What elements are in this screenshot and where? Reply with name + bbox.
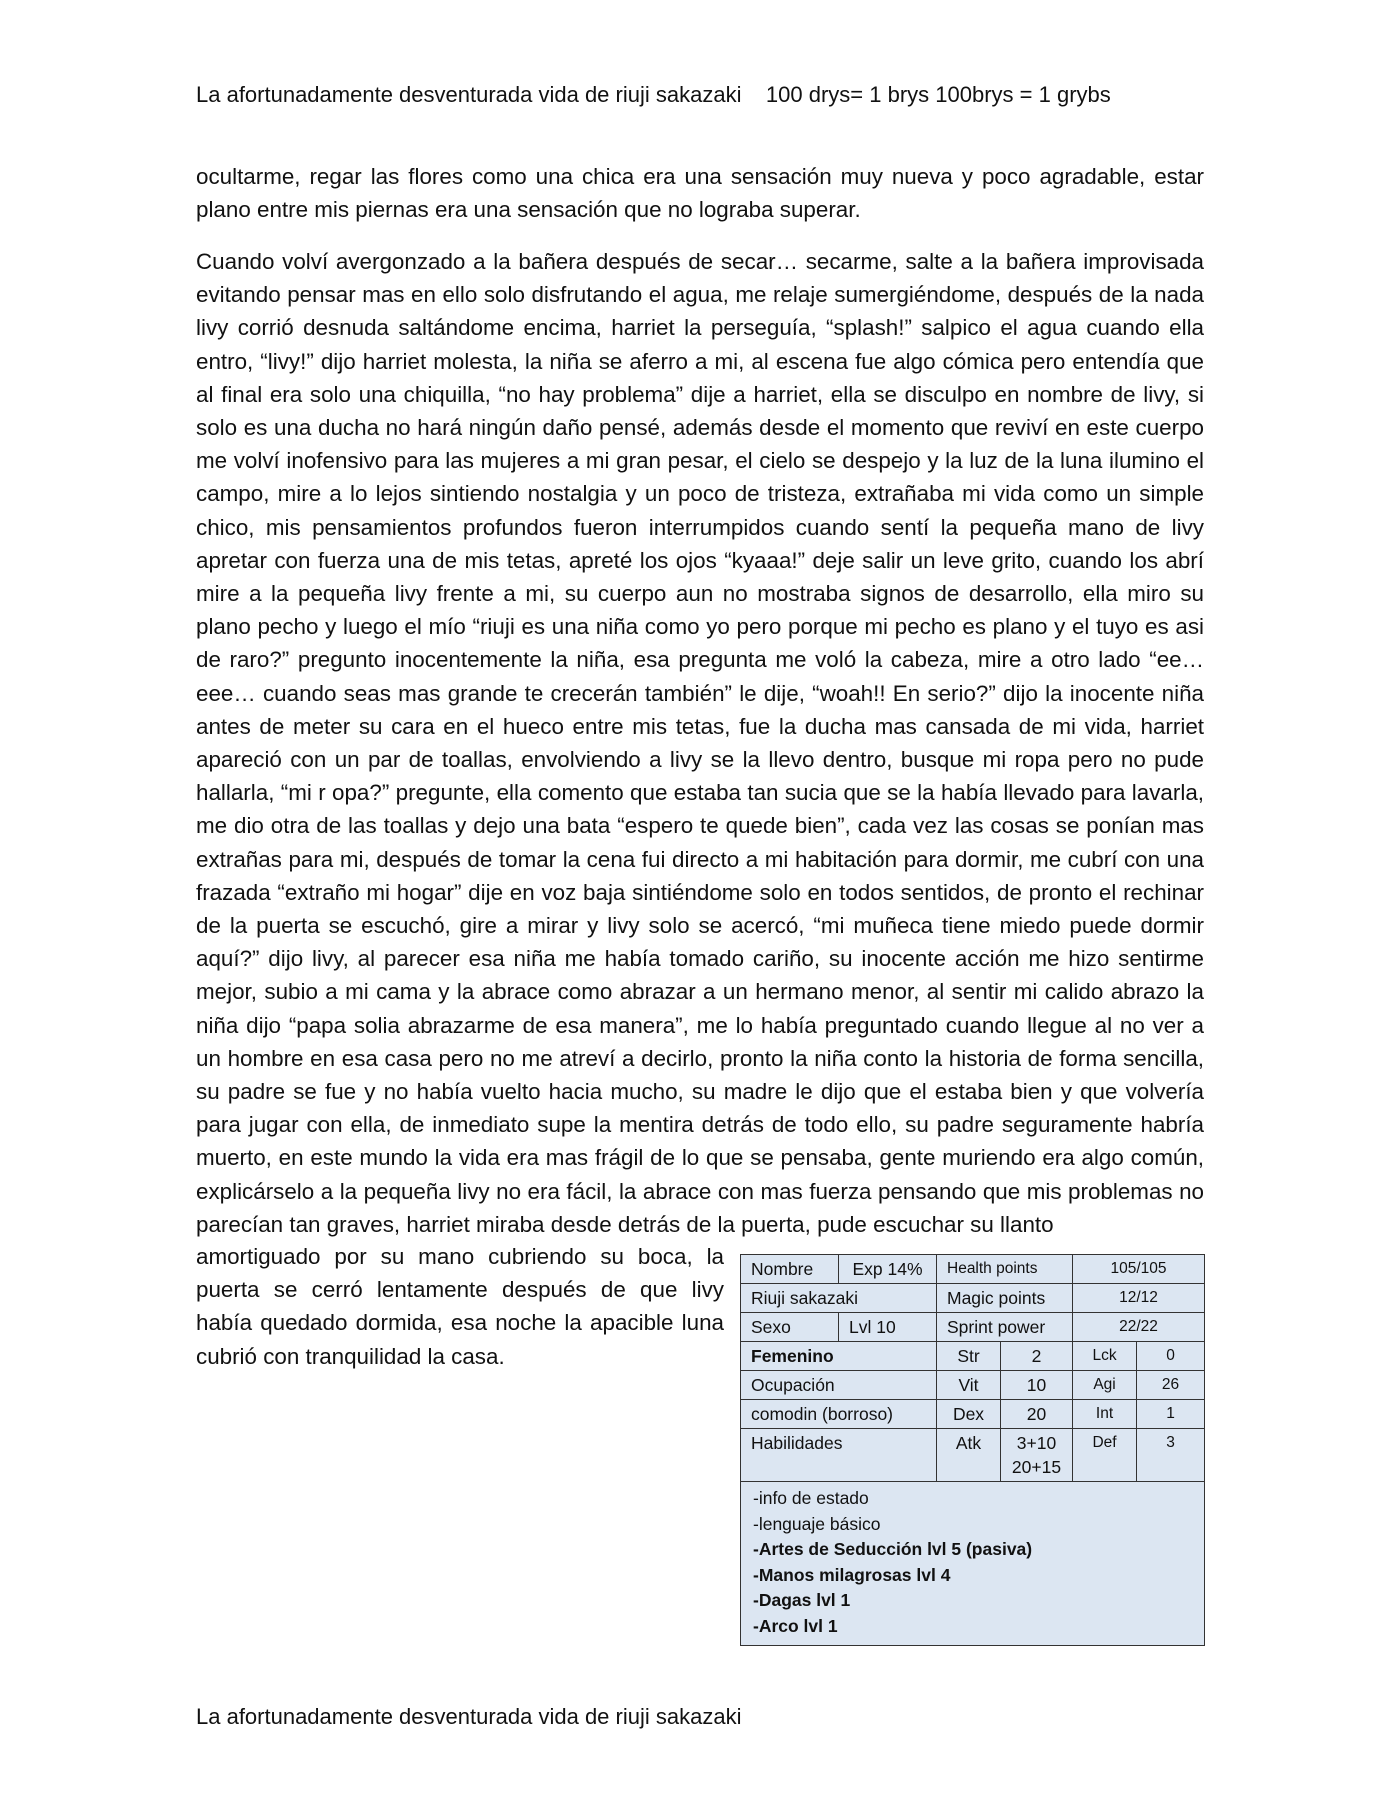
page-header (196, 82, 1111, 108)
lck-value: 0 (1137, 1342, 1205, 1371)
str-label: Str (937, 1342, 1001, 1371)
ocupacion-label: Ocupación (741, 1371, 937, 1400)
exp-value: Exp 14% (839, 1255, 937, 1284)
stats-row-6 (741, 1400, 1205, 1429)
page-footer: La afortunadamente desventurada vida de riuji sakazaki (196, 1704, 742, 1729)
str-value: 2 (1001, 1342, 1073, 1371)
name-value: Riuji sakazaki (741, 1284, 937, 1313)
int-label: Int (1073, 1400, 1137, 1429)
skill-item: -lenguaje básico (753, 1513, 881, 1534)
agi-value: 26 (1137, 1371, 1205, 1400)
def-label: Def (1073, 1429, 1137, 1482)
atk-value-1: 3+10 (1016, 1433, 1057, 1453)
skill-item: -Manos milagrosas lvl 4 (753, 1564, 951, 1585)
ocupacion-value: comodin (borroso) (741, 1400, 937, 1429)
paragraph-3: amortiguado por su mano cubriendo su boca, la puerta se cerró lentamente después de que livy había quedado dormida, esa noche la apacible luna cubrió con tranquilidad la casa. (196, 1244, 724, 1369)
health-value: 105/105 (1073, 1255, 1205, 1284)
health-label: Health points (937, 1255, 1073, 1284)
status-table (740, 1254, 1205, 1646)
stats-row-7 (741, 1429, 1205, 1482)
lck-label: Lck (1073, 1342, 1137, 1371)
atk-label: Atk (937, 1429, 1001, 1482)
magic-value: 12/12 (1073, 1284, 1205, 1313)
level-value: Lvl 10 (839, 1313, 937, 1342)
agi-label: Agi (1073, 1371, 1137, 1400)
def-value: 3 (1137, 1429, 1205, 1482)
skill-item: -Arco lvl 1 (753, 1615, 838, 1636)
vit-label: Vit (937, 1371, 1001, 1400)
stats-row-1 (741, 1255, 1205, 1284)
header-currency-note: 100 drys= 1 brys 100brys = 1 grybs (765, 82, 1111, 107)
header-title: La afortunadamente desventurada vida de riuji sakazaki (196, 82, 742, 107)
paragraph-2: Cuando volví avergonzado a la bañera después de secar… secarme, salte a la bañera improvisada evitando pensar mas en ello solo disfrutando el agua, me relaje sumergiéndome, después de la nada livy corrió desnuda saltándome encima, harriet la perseguía, “splash!” salpico el agua cuando ella entro, “livy!” dijo harriet molesta, la niña se aferro a mi, al escena fue algo cómica pero entendía que al final era solo una chiquilla, “no hay problema” dije a harriet, ella se disculpo en nombre de livy, si solo es una ducha no hará ningún daño pensé, además desde el momento que reviví en este cuerpo me volví inofensivo para las mujeres a mi gran pesar, el cielo se despejo y la luz de la luna ilumino el campo, mire a lo lejos sintiendo nostalgia y un poco de tristeza, extrañaba mi vida como un simple chico, mis pensamientos profundos fueron interrumpidos cuando sentí la pequeña mano de livy apretar con fuerza una de mis tetas, apreté los ojos “kyaaa!” deje salir un leve grito, cuando los abrí mire a la pequeña livy frente a mi, su cuerpo aun no mostraba signos de desarrollo, ella miro su plano pecho y luego el mío “riuji es una niña como yo pero porque mi pecho es plano y el tuyo es asi de raro?” pregunto inocentemente la niña, esa pregunta me voló la cabeza, mire a otro lado “ee… eee… cuando seas mas grande te crecerán también” le dije, “woah!! En serio?” dijo la inocente niña antes de meter su cara en el hueco entre mis tetas, fue la ducha mas cansada de mi vida, harriet apareció con un par de toallas, envolviendo a livy se la llevo dentro, busque mi ropa pero no pude hallarla, “mi r opa?” pregunte, ella comento que estaba tan sucia que se la había llevado para lavarla, me dio otra de las toallas y dejo una bata “espero te quede bien”, cada vez las cosas se ponían mas extrañas para mi, después de tomar la cena fui directo a mi habitación para dormir, me cubrí con una frazada “extraño mi hogar” dije en voz baja sintiéndome solo en todos sentidos, de pronto el rechinar de la puerta se escuchó, gire a mirar y livy solo se acercó, “mi muñeca tiene miedo puede dormir aquí?” dijo livy, al parecer esa niña me había tomado cariño, su inocente acción me hizo sentirme mejor, subio a mi cama y la abrace como abrazar a un hermano menor, al sentir mi calido abrazo la niña dijo “papa solia abrazarme de esa manera”, me lo había preguntado cuando llegue al no ver a un hombre en esa casa pero no me atreví a decirlo, pronto la niña conto la historia de forma sencilla, su padre se fue y no había vuelto hacia mucho, su madre le dijo que el estaba bien y que volvería para jugar con ella, de inmediato supe la mentira detrás de todo ello, su padre seguramente habría muerto, en este mundo la vida era mas frágil de lo que se pensaba, gente muriendo era algo común, explicárselo a la pequeña livy no era fácil, la abrace con mas fuerza pensando que mis problemas no parecían tan graves, harriet miraba desde detrás de la puerta, pude escuchar su llanto (196, 249, 1204, 1237)
habilidades-label: Habilidades (741, 1429, 937, 1482)
stats-row-skills (741, 1482, 1205, 1646)
skill-item: -Artes de Seducción lvl 5 (pasiva) (753, 1539, 1033, 1559)
dex-label: Dex (937, 1400, 1001, 1429)
sprint-value: 22/22 (1073, 1313, 1205, 1342)
stats-row-2 (741, 1284, 1205, 1313)
magic-label: Magic points (937, 1284, 1073, 1313)
sexo-label: Sexo (741, 1313, 839, 1342)
dex-value: 20 (1001, 1400, 1073, 1429)
nombre-label: Nombre (741, 1255, 839, 1284)
atk-value-2: 20+15 (1011, 1457, 1062, 1477)
stats-row-3 (741, 1313, 1205, 1342)
skill-item: -Dagas lvl 1 (753, 1590, 851, 1610)
sprint-label: Sprint power (937, 1313, 1073, 1342)
stats-row-4 (741, 1342, 1205, 1371)
sexo-value: Femenino (741, 1342, 937, 1371)
skill-item: -info de estado (753, 1488, 869, 1508)
stats-row-5 (741, 1371, 1205, 1400)
paragraph-1: ocultarme, regar las flores como una chica era una sensación muy nueva y poco agradable, estar plano entre mis piernas era una sensación que no lograba superar. (196, 164, 1204, 223)
atk-value (1001, 1429, 1073, 1482)
int-value: 1 (1137, 1400, 1205, 1429)
vit-value: 10 (1001, 1371, 1073, 1400)
skills-list (741, 1482, 1205, 1646)
